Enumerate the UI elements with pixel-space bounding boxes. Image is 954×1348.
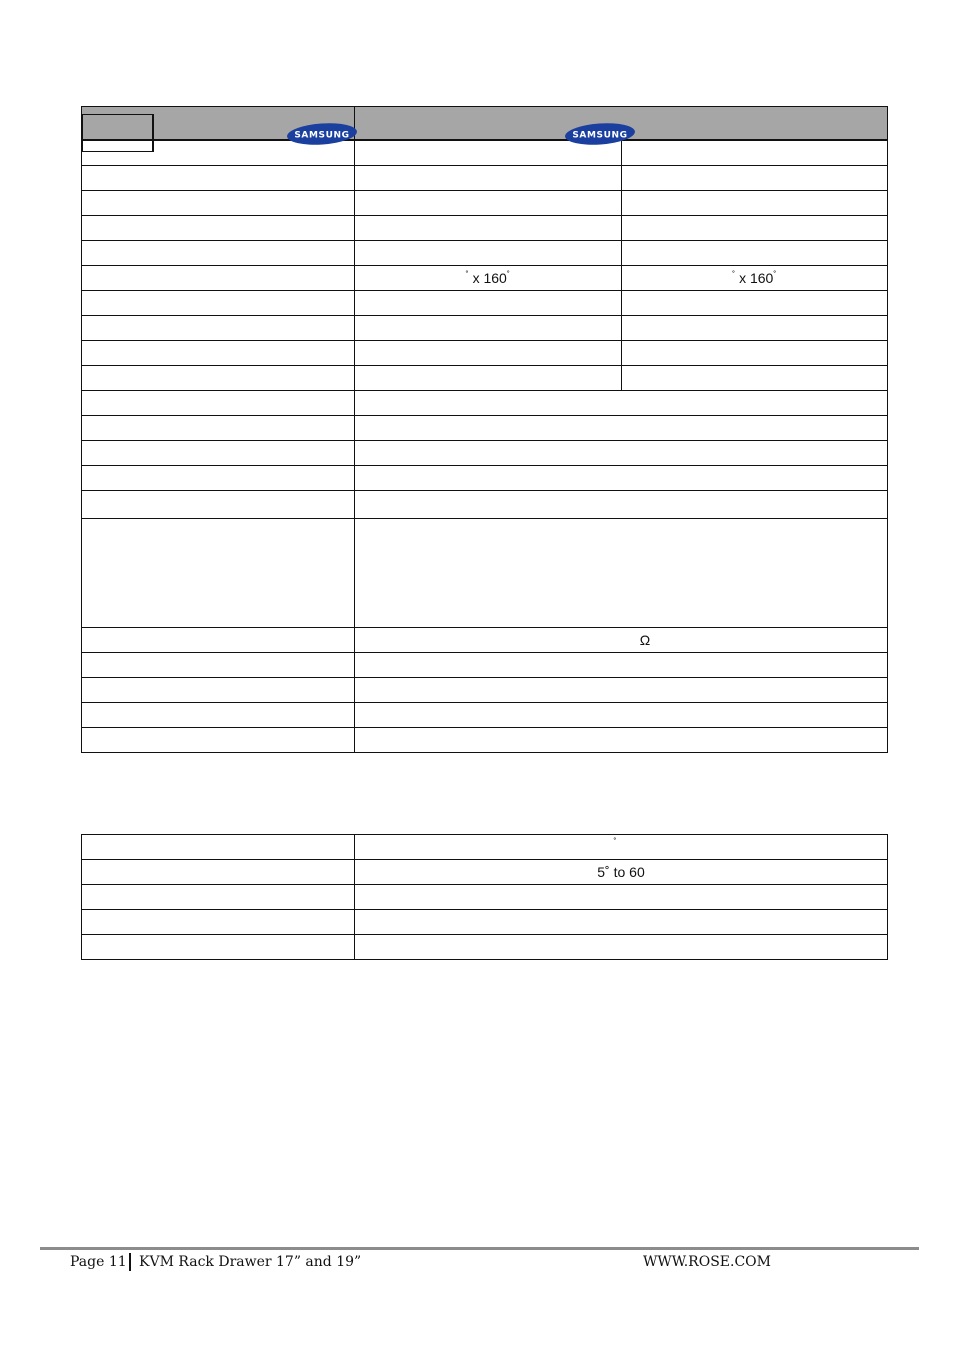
svg-text:SAMSUNG: SAMSUNG (293, 130, 350, 140)
viewing-angle-17: ˚ x 160˚ (355, 266, 622, 291)
table-row (82, 466, 888, 491)
table-row (82, 241, 888, 266)
impedance-row (82, 628, 888, 653)
table-row (82, 835, 888, 860)
row-label (82, 835, 355, 860)
table-row (82, 341, 888, 366)
panel-brand-row (82, 114, 154, 138)
viewing-angle-row (82, 266, 888, 291)
table-row (82, 366, 888, 391)
table-row (82, 678, 888, 703)
environmental-table (81, 834, 888, 960)
specifications-table (81, 106, 888, 753)
website-url: WWW.ROSE.COM (643, 1254, 771, 1270)
table-row (82, 910, 888, 935)
footer-separator (129, 1253, 131, 1271)
row-label (82, 266, 355, 291)
row-label (82, 114, 152, 151)
table-row (82, 519, 888, 628)
temperature-range-row (82, 860, 888, 885)
page-number: Page 11 (70, 1254, 127, 1270)
table-row (82, 416, 888, 441)
samsung-logo (564, 122, 636, 146)
impedance-value: Ω (355, 628, 888, 653)
svg-text:SAMSUNG: SAMSUNG (571, 130, 628, 140)
viewing-angle-19: ˚ x 160˚ (621, 266, 888, 291)
table-header-row (82, 107, 888, 140)
table-row (82, 653, 888, 678)
table-row (82, 491, 888, 519)
table-row (82, 316, 888, 341)
table-row (82, 441, 888, 466)
temperature-range-value: 5˚ to 60 (355, 860, 888, 885)
document-title: KVM Rack Drawer 17” and 19” (139, 1254, 362, 1270)
table-row (82, 141, 888, 166)
table-row (82, 216, 888, 241)
logo-cell (152, 114, 628, 151)
table-row (82, 191, 888, 216)
row-label (82, 860, 355, 885)
page-footer (0, 1253, 954, 1273)
table-row (82, 885, 888, 910)
footer-rule (40, 1247, 919, 1250)
table-row (82, 728, 888, 753)
table-row (82, 391, 888, 416)
temperature-value: ˚ (355, 835, 888, 860)
samsung-logo (286, 122, 358, 146)
table-row (82, 291, 888, 316)
row-label (82, 628, 355, 653)
table-row (82, 166, 888, 191)
table-row (82, 703, 888, 728)
table-row (82, 935, 888, 960)
